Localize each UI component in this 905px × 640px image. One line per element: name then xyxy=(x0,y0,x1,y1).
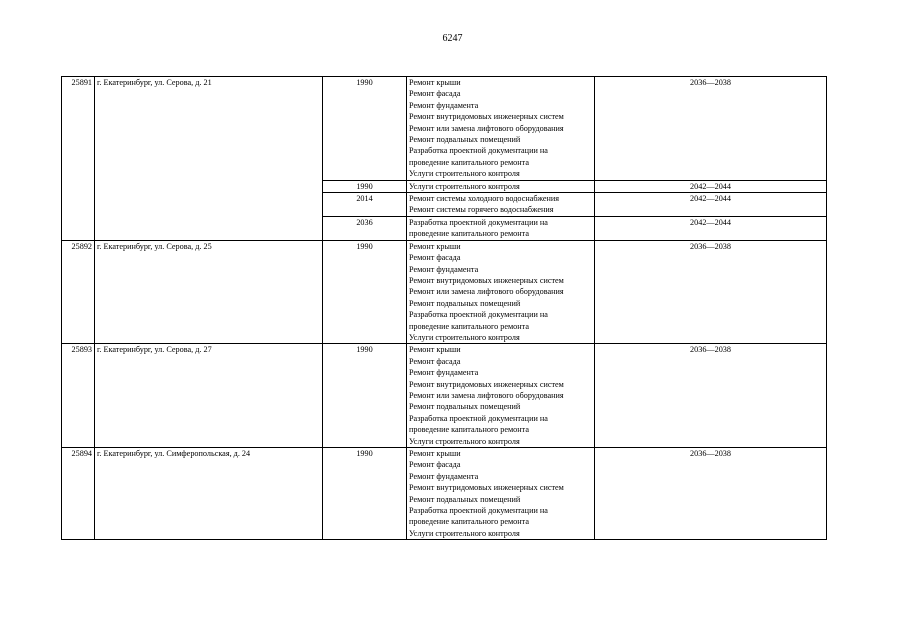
works-cell xyxy=(407,240,595,344)
work-item: Разработка проектной документации на xyxy=(409,413,548,423)
year-cell: 1990 xyxy=(323,240,407,344)
building-address: г. Екатеринбург, ул. Симферопольская, д. 24 xyxy=(95,448,323,540)
works-cell xyxy=(407,193,595,217)
work-item: Ремонт фасада xyxy=(409,356,461,366)
table-row xyxy=(62,77,827,181)
work-item: Ремонт подвальных помещений xyxy=(409,402,521,412)
table-row xyxy=(62,344,827,448)
work-item: Разработка проектной документации на xyxy=(409,506,548,516)
work-item: проведение капитального ремонта xyxy=(409,229,529,239)
year-cell: 2014 xyxy=(323,193,407,217)
period-cell: 2036—2038 xyxy=(595,448,827,540)
page-number: 6247 xyxy=(442,33,463,44)
work-item: Услуги строительного контроля xyxy=(409,181,520,191)
record-number: 25891 xyxy=(62,77,95,241)
work-item: Ремонт фундамента xyxy=(409,100,479,110)
period-cell: 2042—2044 xyxy=(595,180,827,192)
record-number: 25893 xyxy=(62,344,95,448)
works-cell xyxy=(407,180,595,192)
work-item: Разработка проектной документации на xyxy=(409,146,548,156)
table-row xyxy=(62,448,827,540)
works-cell xyxy=(407,216,595,240)
work-item: Ремонт крыши xyxy=(409,78,461,87)
work-item: Ремонт подвальных помещений xyxy=(409,135,521,145)
work-item: Ремонт крыши xyxy=(409,449,461,458)
work-item: проведение капитального ремонта xyxy=(409,517,529,527)
work-item: проведение капитального ремонта xyxy=(409,157,529,167)
record-number: 25892 xyxy=(62,240,95,344)
work-item: Ремонт фасада xyxy=(409,460,461,470)
work-item: проведение капитального ремонта xyxy=(409,321,529,331)
work-item: Разработка проектной документации на xyxy=(409,217,548,227)
work-item: Ремонт фасада xyxy=(409,253,461,263)
year-cell: 1990 xyxy=(323,448,407,540)
period-cell: 2042—2044 xyxy=(595,216,827,240)
work-item: проведение капитального ремонта xyxy=(409,425,529,435)
year-cell: 1990 xyxy=(323,180,407,192)
record-number: 25894 xyxy=(62,448,95,540)
building-address: г. Екатеринбург, ул. Серова, д. 27 xyxy=(95,344,323,448)
work-item: Услуги строительного контроля xyxy=(409,332,520,342)
period-cell: 2036—2038 xyxy=(595,240,827,344)
building-address: г. Екатеринбург, ул. Серова, д. 25 xyxy=(95,240,323,344)
works-cell xyxy=(407,77,595,181)
repair-table xyxy=(61,76,827,540)
work-item: Ремонт подвальных помещений xyxy=(409,494,521,504)
table-body xyxy=(62,77,827,540)
work-item: Ремонт внутридомовых инженерных систем xyxy=(409,379,564,389)
work-item: Ремонт подвальных помещений xyxy=(409,298,521,308)
work-item: Услуги строительного контроля xyxy=(409,436,520,446)
work-item: Ремонт фундамента xyxy=(409,368,479,378)
work-item: Ремонт фундамента xyxy=(409,264,479,274)
work-item: Ремонт или замена лифтового оборудования xyxy=(409,123,564,133)
work-item: Услуги строительного контроля xyxy=(409,169,520,179)
work-item: Разработка проектной документации на xyxy=(409,310,548,320)
year-cell: 2036 xyxy=(323,216,407,240)
work-item: Ремонт фасада xyxy=(409,89,461,99)
work-item: Ремонт внутридомовых инженерных систем xyxy=(409,483,564,493)
period-cell: 2036—2038 xyxy=(595,77,827,181)
work-item: Ремонт системы горячего водоснабжения xyxy=(409,205,554,215)
work-item: Ремонт внутридомовых инженерных систем xyxy=(409,275,564,285)
year-cell: 1990 xyxy=(323,344,407,448)
work-item: Ремонт или замена лифтового оборудования xyxy=(409,287,564,297)
work-item: Ремонт или замена лифтового оборудования xyxy=(409,390,564,400)
work-item: Услуги строительного контроля xyxy=(409,528,520,538)
works-cell xyxy=(407,448,595,540)
period-cell: 2042—2044 xyxy=(595,193,827,217)
building-address: г. Екатеринбург, ул. Серова, д. 21 xyxy=(95,77,323,241)
work-item: Ремонт внутридомовых инженерных систем xyxy=(409,112,564,122)
work-item: Ремонт крыши xyxy=(409,345,461,355)
works-cell xyxy=(407,344,595,448)
table-row xyxy=(62,240,827,344)
work-item: Ремонт фундамента xyxy=(409,471,479,481)
period-cell: 2036—2038 xyxy=(595,344,827,448)
work-item: Ремонт крыши xyxy=(409,241,461,251)
year-cell: 1990 xyxy=(323,77,407,181)
work-item: Ремонт системы холодного водоснабжения xyxy=(409,194,560,204)
